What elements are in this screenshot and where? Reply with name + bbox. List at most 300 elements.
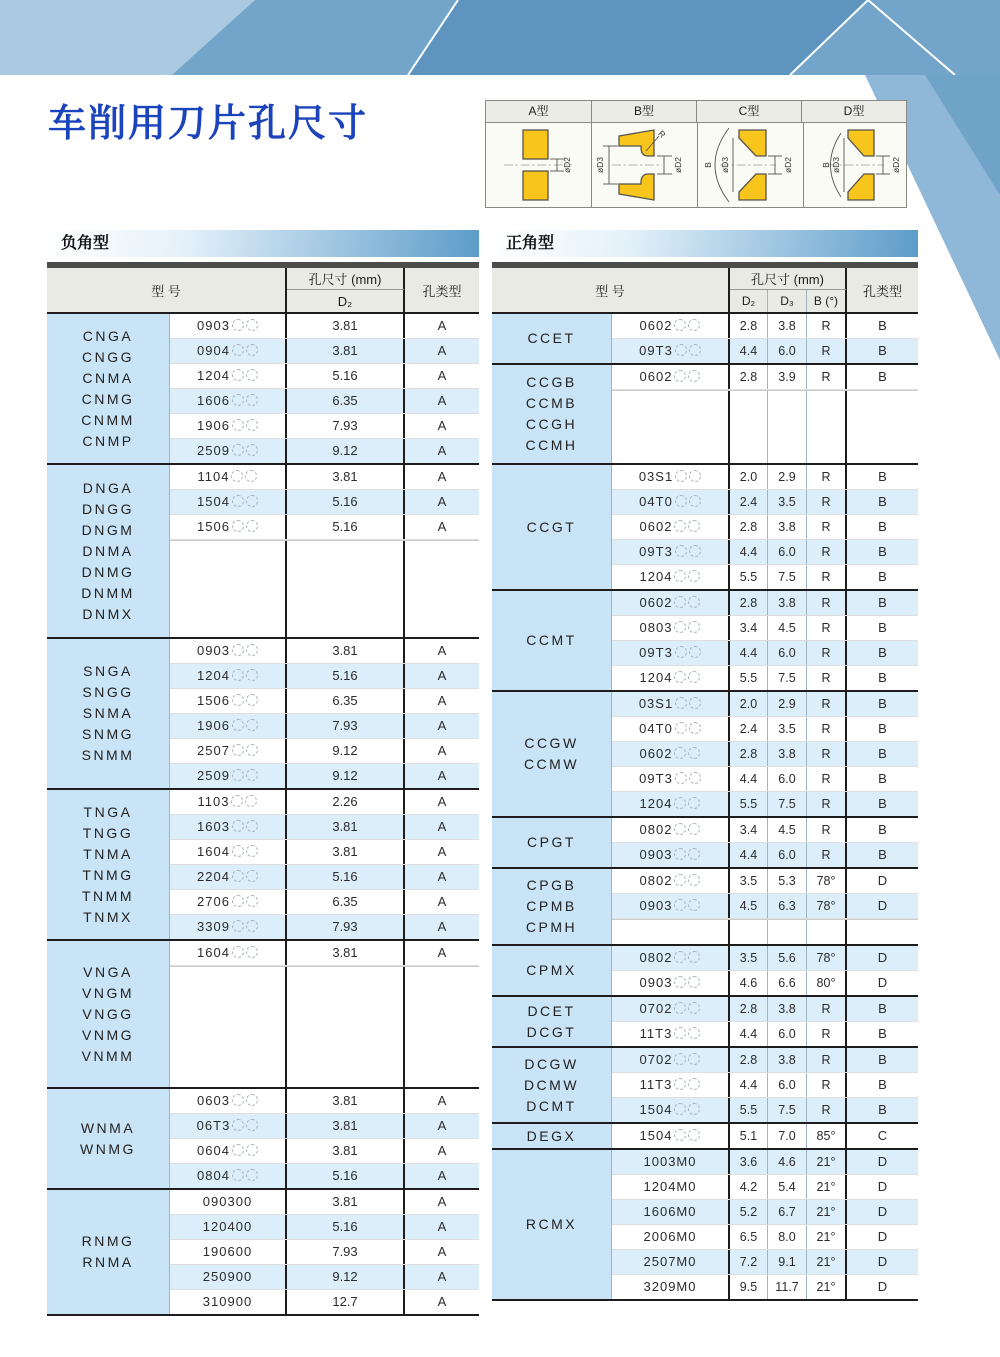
cell-type: A: [437, 494, 447, 509]
cell-code: 1603: [170, 815, 287, 839]
model-name: CPMH: [525, 919, 578, 935]
cell-d2: 7.2: [730, 1250, 768, 1274]
diagram-type-c-drawing: [697, 123, 803, 207]
cell-d3: 6.0: [768, 1073, 807, 1097]
column-header-d3: D₃: [768, 290, 807, 312]
cell-type: A: [437, 1219, 447, 1234]
cell-type: A: [437, 343, 447, 358]
cell-d2: 9.12: [287, 439, 405, 463]
placeholder-circle-icon: [231, 795, 243, 807]
placeholder-circle-icon: [674, 1103, 686, 1115]
column-header-model: 型 号: [47, 268, 287, 312]
hole-type-d-icon: [804, 123, 909, 207]
cell-d2: 3.81: [287, 840, 405, 864]
cell-d3: 3.8: [768, 591, 807, 615]
table-row: [612, 997, 918, 1022]
cell-type: A: [437, 919, 447, 934]
cell-type: [405, 541, 479, 637]
placeholder-circle-icon: [232, 394, 244, 406]
cell-d2: 5.16: [287, 490, 405, 514]
table-row: [612, 843, 918, 867]
cell-b: R: [807, 540, 847, 564]
model-name: CCGB: [526, 374, 577, 390]
cell-d3: 6.0: [768, 339, 807, 363]
table-row: [612, 717, 918, 742]
table-row: [612, 616, 918, 641]
diagram-type-c-header: C型: [696, 101, 801, 122]
placeholder-circle-icon: [674, 671, 686, 683]
placeholder-circle-icon: [232, 495, 244, 507]
table-row: [612, 565, 918, 589]
cell-type: D: [877, 1279, 888, 1294]
cell-d3: 6.6: [768, 971, 807, 995]
cell-d2: 4.4: [730, 1022, 768, 1046]
table-row: [612, 767, 918, 792]
cell-code: 0802: [612, 818, 730, 842]
placeholder-circle-icon: [674, 899, 686, 911]
cell-code: 0904: [170, 339, 287, 363]
cell-d2: 3.81: [287, 1190, 405, 1214]
cell-type: A: [437, 844, 447, 859]
placeholder-circle-icon: [232, 669, 244, 681]
cell-code: 2509: [170, 439, 287, 463]
cell-type: B: [878, 771, 887, 786]
cell-b: 21°: [807, 1200, 847, 1224]
placeholder-circle-icon: [688, 1078, 700, 1090]
cell-type: A: [437, 768, 447, 783]
placeholder-circle-icon: [688, 797, 700, 809]
placeholder-circle-icon: [674, 823, 686, 835]
cell-code: 2507M0: [612, 1250, 730, 1274]
placeholder-circle-icon: [232, 946, 244, 958]
cell-b: R: [807, 465, 847, 489]
model-group-names: [47, 1089, 170, 1188]
cell-code: 1606: [170, 389, 287, 413]
svg-text:øD2: øD2: [673, 156, 683, 174]
cell-d2: 4.6: [730, 971, 768, 995]
cell-code: 090300: [170, 1190, 287, 1214]
table-row: [170, 1290, 479, 1314]
cell-d2: 3.5: [730, 946, 768, 970]
model-group: [47, 314, 479, 463]
placeholder-circle-icon: [246, 870, 258, 882]
placeholder-circle-icon: [232, 644, 244, 656]
cell-type: B: [878, 318, 887, 333]
cell-code: 0903: [612, 843, 730, 867]
cell-code: 03S1: [612, 692, 730, 716]
cell-type: B: [878, 1077, 887, 1092]
model-group-names: [47, 639, 170, 788]
cell-d3: 3.8: [768, 997, 807, 1021]
cell-type: D: [877, 1254, 888, 1269]
cell-type: A: [437, 1093, 447, 1108]
cell-code: 3309: [170, 915, 287, 939]
table-row: [170, 490, 479, 515]
cell-type: B: [878, 1052, 887, 1067]
svg-text:øD3: øD3: [720, 156, 730, 174]
cell-b: [807, 920, 847, 944]
cell-b: R: [807, 314, 847, 338]
cell-b: R: [807, 692, 847, 716]
cell-d3: 3.8: [768, 515, 807, 539]
model-name: TNMM: [82, 887, 134, 904]
cell-d3: 3.5: [768, 717, 807, 741]
table-row: [612, 314, 918, 339]
placeholder-circle-icon: [674, 747, 686, 759]
cell-code: 120400: [170, 1215, 287, 1239]
cell-b: R: [807, 641, 847, 665]
cell-code: 1906: [170, 714, 287, 738]
banner-graphic: [0, 0, 1000, 75]
cell-b: 78°: [807, 946, 847, 970]
table-row: [612, 869, 918, 894]
model-group: [47, 1087, 479, 1188]
model-name: CNMP: [82, 432, 134, 449]
cell-code: 09T3: [612, 339, 730, 363]
model-name: SNGA: [83, 663, 133, 679]
placeholder-circle-icon: [688, 596, 700, 608]
cell-d2: 5.16: [287, 664, 405, 688]
model-group: [492, 363, 918, 463]
cell-d2: 2.8: [730, 742, 768, 766]
cell-d2: 3.81: [287, 1089, 405, 1113]
table-row: [170, 941, 479, 966]
table-row: [170, 515, 479, 540]
placeholder-circle-icon: [674, 848, 686, 860]
section-title-positive: 正角型: [506, 235, 555, 252]
model-name: DNMG: [81, 563, 135, 580]
model-group: [47, 1188, 479, 1314]
cell-d2: 2.8: [730, 1048, 768, 1072]
cell-b: 21°: [807, 1175, 847, 1199]
placeholder-circle-icon: [675, 470, 687, 482]
cell-d3: 7.0: [768, 1124, 807, 1148]
placeholder-circle-icon: [232, 444, 244, 456]
cell-code: [170, 967, 287, 1087]
cell-b: 21°: [807, 1250, 847, 1274]
model-name: CPGT: [527, 834, 576, 850]
cell-type: D: [877, 1154, 888, 1169]
cell-d3: 3.8: [768, 314, 807, 338]
cell-type: B: [878, 645, 887, 660]
placeholder-circle-icon: [688, 621, 700, 633]
placeholder-circle-icon: [675, 545, 687, 557]
cell-d2: 5.5: [730, 1098, 768, 1122]
cell-code: 0602: [612, 742, 730, 766]
model-name: VNGM: [82, 984, 134, 1001]
cell-type: [847, 391, 918, 463]
cell-d2: 7.93: [287, 915, 405, 939]
cell-type: A: [437, 819, 447, 834]
model-name: DNGM: [81, 521, 135, 538]
cell-type: B: [878, 595, 887, 610]
cell-d2: 6.35: [287, 890, 405, 914]
cell-type: B: [878, 696, 887, 711]
cell-code: 1506: [170, 515, 287, 539]
model-name: CCGH: [525, 416, 578, 432]
table-row: [612, 515, 918, 540]
diagram-type-a-header: A型: [528, 104, 549, 118]
cell-type: B: [878, 1026, 887, 1041]
svg-text:øD3: øD3: [831, 156, 841, 174]
cell-type: A: [437, 869, 447, 884]
hole-type-diagram: [485, 100, 907, 208]
cell-code: [612, 920, 730, 944]
cell-b: R: [807, 1022, 847, 1046]
table-row: [612, 1022, 918, 1046]
cell-b: R: [807, 843, 847, 867]
model-name: RCMX: [525, 1216, 578, 1232]
model-name: RNMG: [81, 1233, 135, 1249]
placeholder-circle-icon: [689, 344, 701, 356]
cell-d2: 2.8: [730, 365, 768, 389]
column-header-hole-type: 孔类型: [422, 283, 462, 299]
cell-d3: 4.5: [768, 616, 807, 640]
cell-type: A: [437, 469, 447, 484]
placeholder-circle-icon: [688, 976, 700, 988]
cell-code: 0804: [170, 1164, 287, 1188]
placeholder-circle-icon: [232, 1094, 244, 1106]
cell-type: A: [437, 668, 447, 683]
cell-type: A: [437, 945, 447, 960]
table-row: [170, 890, 479, 915]
model-group: [47, 463, 479, 637]
cell-type: D: [877, 873, 888, 888]
cell-d3: 7.5: [768, 565, 807, 589]
placeholder-circle-icon: [232, 895, 244, 907]
model-group-names: [492, 818, 612, 867]
model-group: [492, 1046, 918, 1122]
table-row: [612, 692, 918, 717]
table-row: [612, 666, 918, 690]
negative-table-body: [47, 314, 479, 1316]
model-group: [47, 637, 479, 788]
model-group-names: [492, 591, 612, 690]
table-row: [612, 971, 918, 995]
cell-d2: [287, 541, 405, 637]
cell-code: 11T3: [612, 1022, 730, 1046]
placeholder-circle-icon: [232, 769, 244, 781]
model-group: [492, 995, 918, 1046]
cell-code: 0602: [612, 515, 730, 539]
placeholder-circle-icon: [246, 644, 258, 656]
cell-d2: 4.5: [730, 894, 768, 918]
cell-d2: 3.81: [287, 941, 405, 965]
cell-d2: 5.16: [287, 1164, 405, 1188]
cell-d2: 2.8: [730, 591, 768, 615]
placeholder-circle-icon: [232, 369, 244, 381]
model-name: WNMA: [80, 1119, 136, 1136]
placeholder-circle-icon: [674, 976, 686, 988]
cell-b: R: [807, 339, 847, 363]
cell-d2: 9.12: [287, 739, 405, 763]
model-group-names: [47, 790, 170, 939]
placeholder-circle-icon: [688, 671, 700, 683]
cell-type: B: [878, 569, 887, 584]
placeholder-circle-icon: [232, 419, 244, 431]
table-row: [170, 739, 479, 764]
model-name: DCGW: [524, 1055, 579, 1072]
cell-code: [612, 391, 730, 463]
table-row: [170, 689, 479, 714]
cell-b: R: [807, 591, 847, 615]
cell-d2: 12.7: [287, 1290, 405, 1314]
cell-d2: 4.4: [730, 540, 768, 564]
cell-code: 0604: [170, 1139, 287, 1163]
placeholder-circle-icon: [688, 899, 700, 911]
placeholder-circle-icon: [689, 697, 701, 709]
cell-d2: 9.5: [730, 1275, 768, 1299]
table-row: [170, 840, 479, 865]
placeholder-circle-icon: [246, 1169, 258, 1181]
cell-d3: 8.0: [768, 1225, 807, 1249]
model-name: TNMA: [83, 845, 133, 862]
table-row: [612, 1250, 918, 1275]
table-row: [170, 664, 479, 689]
placeholder-circle-icon: [674, 1002, 686, 1014]
placeholder-circle-icon: [674, 951, 686, 963]
model-group-names: [492, 1150, 612, 1299]
model-group: [492, 314, 918, 363]
cell-d2: 5.16: [287, 364, 405, 388]
placeholder-circle-icon: [688, 1129, 700, 1141]
placeholder-circle-icon: [246, 946, 258, 958]
placeholder-circle-icon: [246, 444, 258, 456]
cell-type: B: [878, 670, 887, 685]
table-row: [170, 764, 479, 788]
table-row: [612, 818, 918, 843]
placeholder-circle-icon: [246, 920, 258, 932]
table-row: [170, 1139, 479, 1164]
cell-code: 190600: [170, 1240, 287, 1264]
cell-code: 1604: [170, 840, 287, 864]
table-row: [612, 742, 918, 767]
placeholder-circle-icon: [675, 646, 687, 658]
cell-d3: 2.9: [768, 465, 807, 489]
placeholder-circle-icon: [674, 1129, 686, 1141]
cell-d2: 2.0: [730, 692, 768, 716]
cell-d3: 6.0: [768, 1022, 807, 1046]
cell-type: A: [437, 418, 447, 433]
diagram-type-b-header: B型: [591, 101, 696, 122]
table-row: [170, 314, 479, 339]
model-name: CCMW: [523, 756, 580, 772]
cell-code: 1504: [612, 1124, 730, 1148]
placeholder-circle-icon: [246, 369, 258, 381]
placeholder-circle-icon: [674, 570, 686, 582]
model-name: SNMG: [82, 726, 134, 742]
cell-d2: 4.4: [730, 767, 768, 791]
cell-code: 1504: [612, 1098, 730, 1122]
cell-type: A: [437, 794, 447, 809]
svg-text:B: B: [821, 162, 831, 168]
cell-type: D: [877, 1204, 888, 1219]
cell-code: 0602: [612, 365, 730, 389]
model-group-names: [492, 692, 612, 816]
table-row: [170, 714, 479, 739]
table-row: [170, 639, 479, 664]
svg-text:øD2: øD2: [891, 156, 901, 174]
cell-type: B: [878, 746, 887, 761]
cell-d2: 3.4: [730, 616, 768, 640]
cell-code: 250900: [170, 1265, 287, 1289]
model-group-names: [47, 941, 170, 1087]
cell-code: 11T3: [612, 1073, 730, 1097]
cell-d2: 4.4: [730, 339, 768, 363]
cell-code: 0903: [170, 639, 287, 663]
cell-b: R: [807, 1098, 847, 1122]
model-group: [492, 690, 918, 816]
placeholder-circle-icon: [688, 874, 700, 886]
model-group-names: [492, 465, 612, 589]
cell-type: D: [877, 1229, 888, 1244]
cell-code: 1204: [612, 565, 730, 589]
cell-code: 03S1: [612, 465, 730, 489]
cell-code: 0903: [170, 314, 287, 338]
model-group-names: [47, 465, 170, 637]
cell-type: B: [878, 796, 887, 811]
cell-type: C: [877, 1128, 888, 1143]
cell-b: 78°: [807, 869, 847, 893]
cell-d2: 2.0: [730, 465, 768, 489]
hole-type-b-icon: [592, 123, 697, 207]
cell-d3: 6.0: [768, 843, 807, 867]
cell-d2: 2.26: [287, 790, 405, 814]
table-row: [170, 364, 479, 389]
cell-code: 09T3: [612, 767, 730, 791]
cell-d2: 5.5: [730, 565, 768, 589]
model-name: SNMA: [82, 705, 134, 721]
table-row: [612, 540, 918, 565]
table-row: [612, 1200, 918, 1225]
cell-type: [405, 967, 479, 1087]
placeholder-circle-icon: [246, 1144, 258, 1156]
column-header-model: 型 号: [492, 268, 730, 312]
cell-code: 0802: [612, 946, 730, 970]
cell-d2: 3.81: [287, 639, 405, 663]
cell-code: 2006M0: [612, 1225, 730, 1249]
model-name: TNGA: [83, 803, 133, 820]
model-name: CNMG: [81, 390, 135, 407]
cell-d2: 3.81: [287, 339, 405, 363]
cell-code: 0602: [612, 591, 730, 615]
cell-type: B: [878, 1102, 887, 1117]
model-group: [492, 944, 918, 995]
column-header-b-angle: B (°): [807, 290, 847, 312]
diagram-body: [486, 123, 906, 207]
cell-type: D: [877, 898, 888, 913]
cell-d2: 2.8: [730, 997, 768, 1021]
placeholder-circle-icon: [674, 370, 686, 382]
placeholder-circle-icon: [232, 520, 244, 532]
placeholder-circle-icon: [232, 1169, 244, 1181]
cell-d2: 4.4: [730, 1073, 768, 1097]
cell-type: A: [437, 894, 447, 909]
table-row: [170, 414, 479, 439]
cell-code: 1003M0: [612, 1150, 730, 1174]
cell-d3: 7.5: [768, 1098, 807, 1122]
placeholder-circle-icon: [674, 319, 686, 331]
cell-type: A: [437, 368, 447, 383]
cell-type: B: [878, 369, 887, 384]
table-row: [170, 790, 479, 815]
table-row: [612, 465, 918, 490]
cell-d2: 3.81: [287, 1114, 405, 1138]
placeholder-circle-icon: [246, 845, 258, 857]
cell-d2: [287, 967, 405, 1087]
table-row: [170, 1190, 479, 1215]
empty-row: [170, 540, 479, 637]
